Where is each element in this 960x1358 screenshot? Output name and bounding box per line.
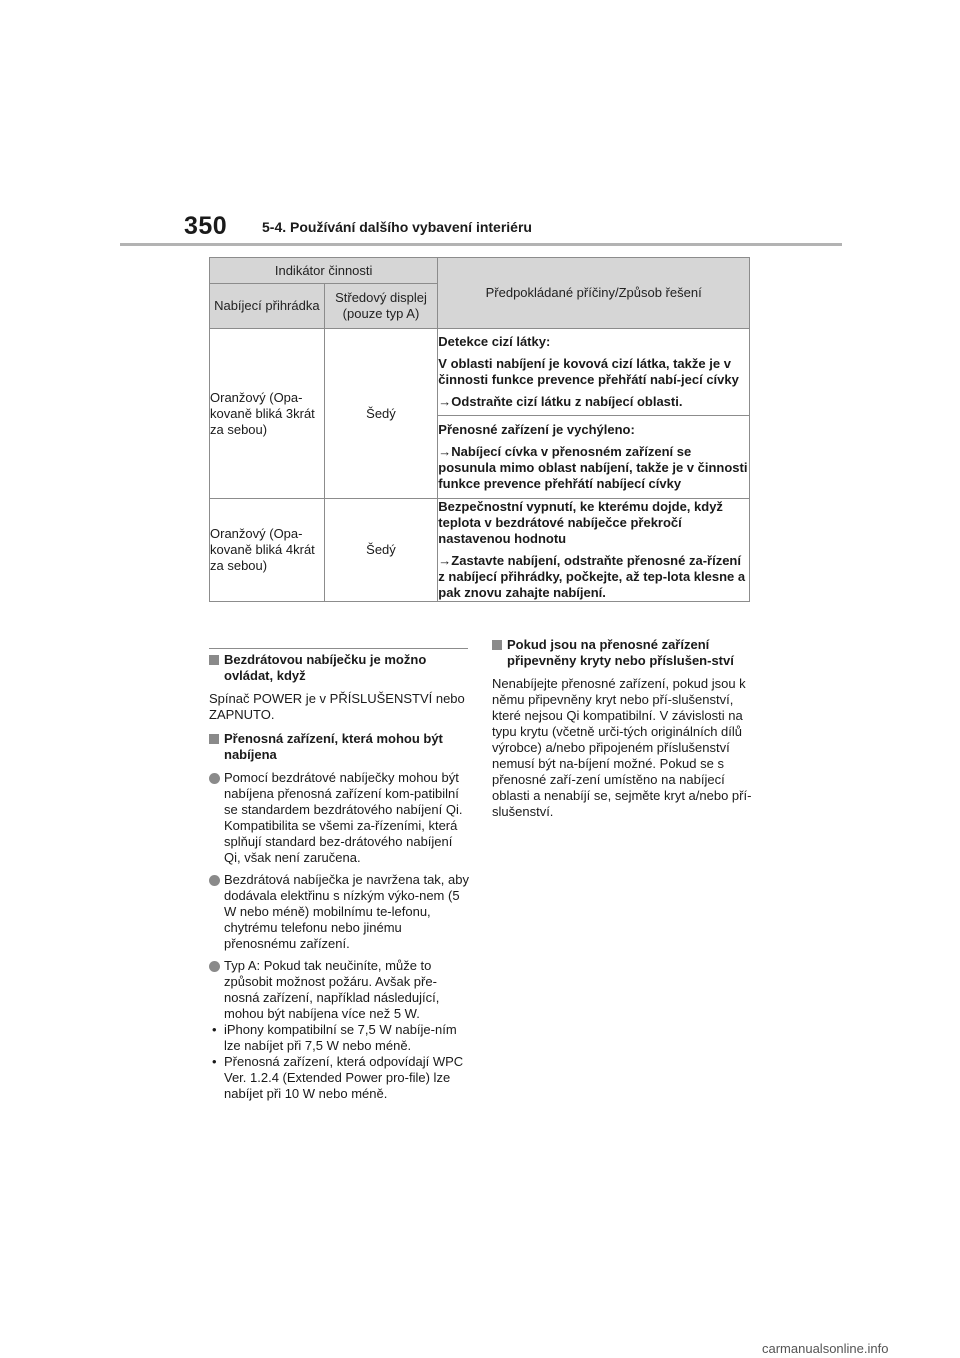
sub-list-item — [209, 1054, 471, 1102]
sub-list-item-text: iPhony kompatibilní se 7,5 W nabíje-ním lze nabíjet při 7,5 W nebo méně. — [224, 1022, 457, 1053]
charging-tray-status: Oranžový (Opa-kovaně bliká 3krát za sebou) — [210, 329, 325, 499]
section-heading — [209, 731, 471, 763]
list-item — [209, 958, 471, 1022]
list-item-text: Bezdrátová nabíječka je navržena tak, aby dodávala elektřinu s nízkým výko-nem (5 W nebo méně) mobilnímu te-lefonu, chytrému telefonu nebo jinému přenosnému zařízení. — [224, 872, 469, 951]
causes-column-header: Předpokládané příčiny/Způsob řešení — [438, 258, 750, 329]
left-column — [209, 652, 471, 1102]
square-bullet-icon — [209, 655, 219, 665]
paragraph: Spínač POWER je v PŘÍSLUŠENSTVÍ nebo ZAPNUTO. — [209, 691, 465, 722]
list-item — [209, 872, 471, 952]
watermark: carmanualsonline.info — [762, 1341, 889, 1356]
paragraph: Nenabíjejte přenosné zařízení, pokud jsou k němu připevněny kryt nebo pří-slušenství, které nejsou Qi kompatibilní. V závislosti na typu krytu (včetně urči-tých originálních dílů výrobce) a/nebo připojeném příslušenství nemusí být na-bíjení možné. Pokud se s přenosné zaří-zení umístěno na nabíjecí oblasti a nenabíjí se, sejměte kryt a/nebo pří-slušenství. — [492, 676, 752, 819]
column-divider — [209, 648, 468, 649]
dot-bullet-icon: • — [212, 1054, 217, 1069]
display-status: Šedý — [324, 329, 438, 499]
section-heading — [492, 637, 756, 669]
cause-action-text: Zastavte nabíjení, odstraňte přenosné za-řízení z nabíjecí přihrádky, počkejte, až tep-lota klesne a pak znovu zahajte nabíjení. — [438, 553, 746, 600]
sub-list-item-text: Přenosná zařízení, která odpovídají WPC Ver. 1.2.4 (Extended Power pro-file) lze nabíjet při 10 W nebo méně. — [224, 1054, 464, 1101]
section-title: 5-4. Používání dalšího vybavení interiéru — [262, 219, 532, 235]
cause-action — [438, 394, 749, 410]
header-divider — [120, 243, 842, 246]
list-item — [209, 770, 471, 866]
cause-cell — [438, 416, 750, 499]
arrow-icon: → — [438, 553, 452, 568]
section-heading — [209, 652, 471, 684]
cause-title: Detekce cizí látky: — [438, 334, 551, 349]
cause-action-text: Odstraňte cizí látku z nabíjecí oblasti. — [451, 394, 683, 409]
page-number: 350 — [184, 212, 228, 240]
list-item-text: Typ A: Pokud tak neučiníte, může to způsobit možnost požáru. Avšak pře-nosná zařízení, například následující, mohou být nabíjena více než 5 W. — [224, 958, 440, 1021]
table-row — [210, 499, 750, 602]
cause-title: Přenosné zařízení je vychýleno: — [438, 422, 635, 437]
cause-action-text: Nabíjecí cívka v přenosném zařízení se posunula mimo oblast nabíjení, takže je v činnosti funkce prevence přehřátí nabíjecí cívky — [438, 444, 748, 491]
section-heading-text: Přenosná zařízení, která mohou být nabíjena — [224, 731, 443, 762]
square-bullet-icon — [209, 734, 219, 744]
square-bullet-icon — [492, 640, 502, 650]
round-bullet-icon — [209, 961, 220, 972]
cause-action — [438, 444, 749, 492]
round-bullet-icon — [209, 875, 220, 886]
cause-title: Bezpečnostní vypnutí, ke kterému dojde, když teplota v bezdrátové nabíječce překročí nastavenou hodnotu — [438, 499, 723, 546]
arrow-icon: → — [438, 444, 452, 459]
cause-action — [438, 553, 749, 601]
charging-tray-column-header: Nabíjecí přihrádka — [210, 284, 325, 329]
table-row — [210, 329, 750, 416]
indicator-table — [209, 257, 750, 602]
cause-detail: V oblasti nabíjení je kovová cizí látka, takže je v činnosti funkce prevence přehřátí nabí-jecí cívky — [438, 356, 739, 387]
sub-list-item — [209, 1022, 471, 1054]
indicator-group-header: Indikátor činnosti — [210, 258, 438, 284]
arrow-icon: → — [438, 394, 452, 409]
charging-tray-status: Oranžový (Opa-kovaně bliká 4krát za sebou) — [210, 499, 325, 602]
dot-bullet-icon: • — [212, 1022, 217, 1037]
section-heading-text: Bezdrátovou nabíječku je možno ovládat, když — [224, 652, 427, 683]
section-heading-text: Pokud jsou na přenosné zařízení připevněny kryty nebo příslušen-ství — [507, 637, 734, 668]
display-status: Šedý — [324, 499, 438, 602]
cause-cell — [438, 499, 750, 602]
center-display-column-header: Středový displej (pouze typ A) — [324, 284, 438, 329]
right-column — [492, 637, 756, 828]
round-bullet-icon — [209, 773, 220, 784]
cause-cell — [438, 329, 750, 416]
list-item-text: Pomocí bezdrátové nabíječky mohou být nabíjena přenosná zařízení kom-patibilní se standardem bezdrátového nabíjení Qi. Kompatibilita se všemi za-řízeními, která splňují standard bez-drátového nabíjení Qi, však není zaručena. — [224, 770, 463, 865]
